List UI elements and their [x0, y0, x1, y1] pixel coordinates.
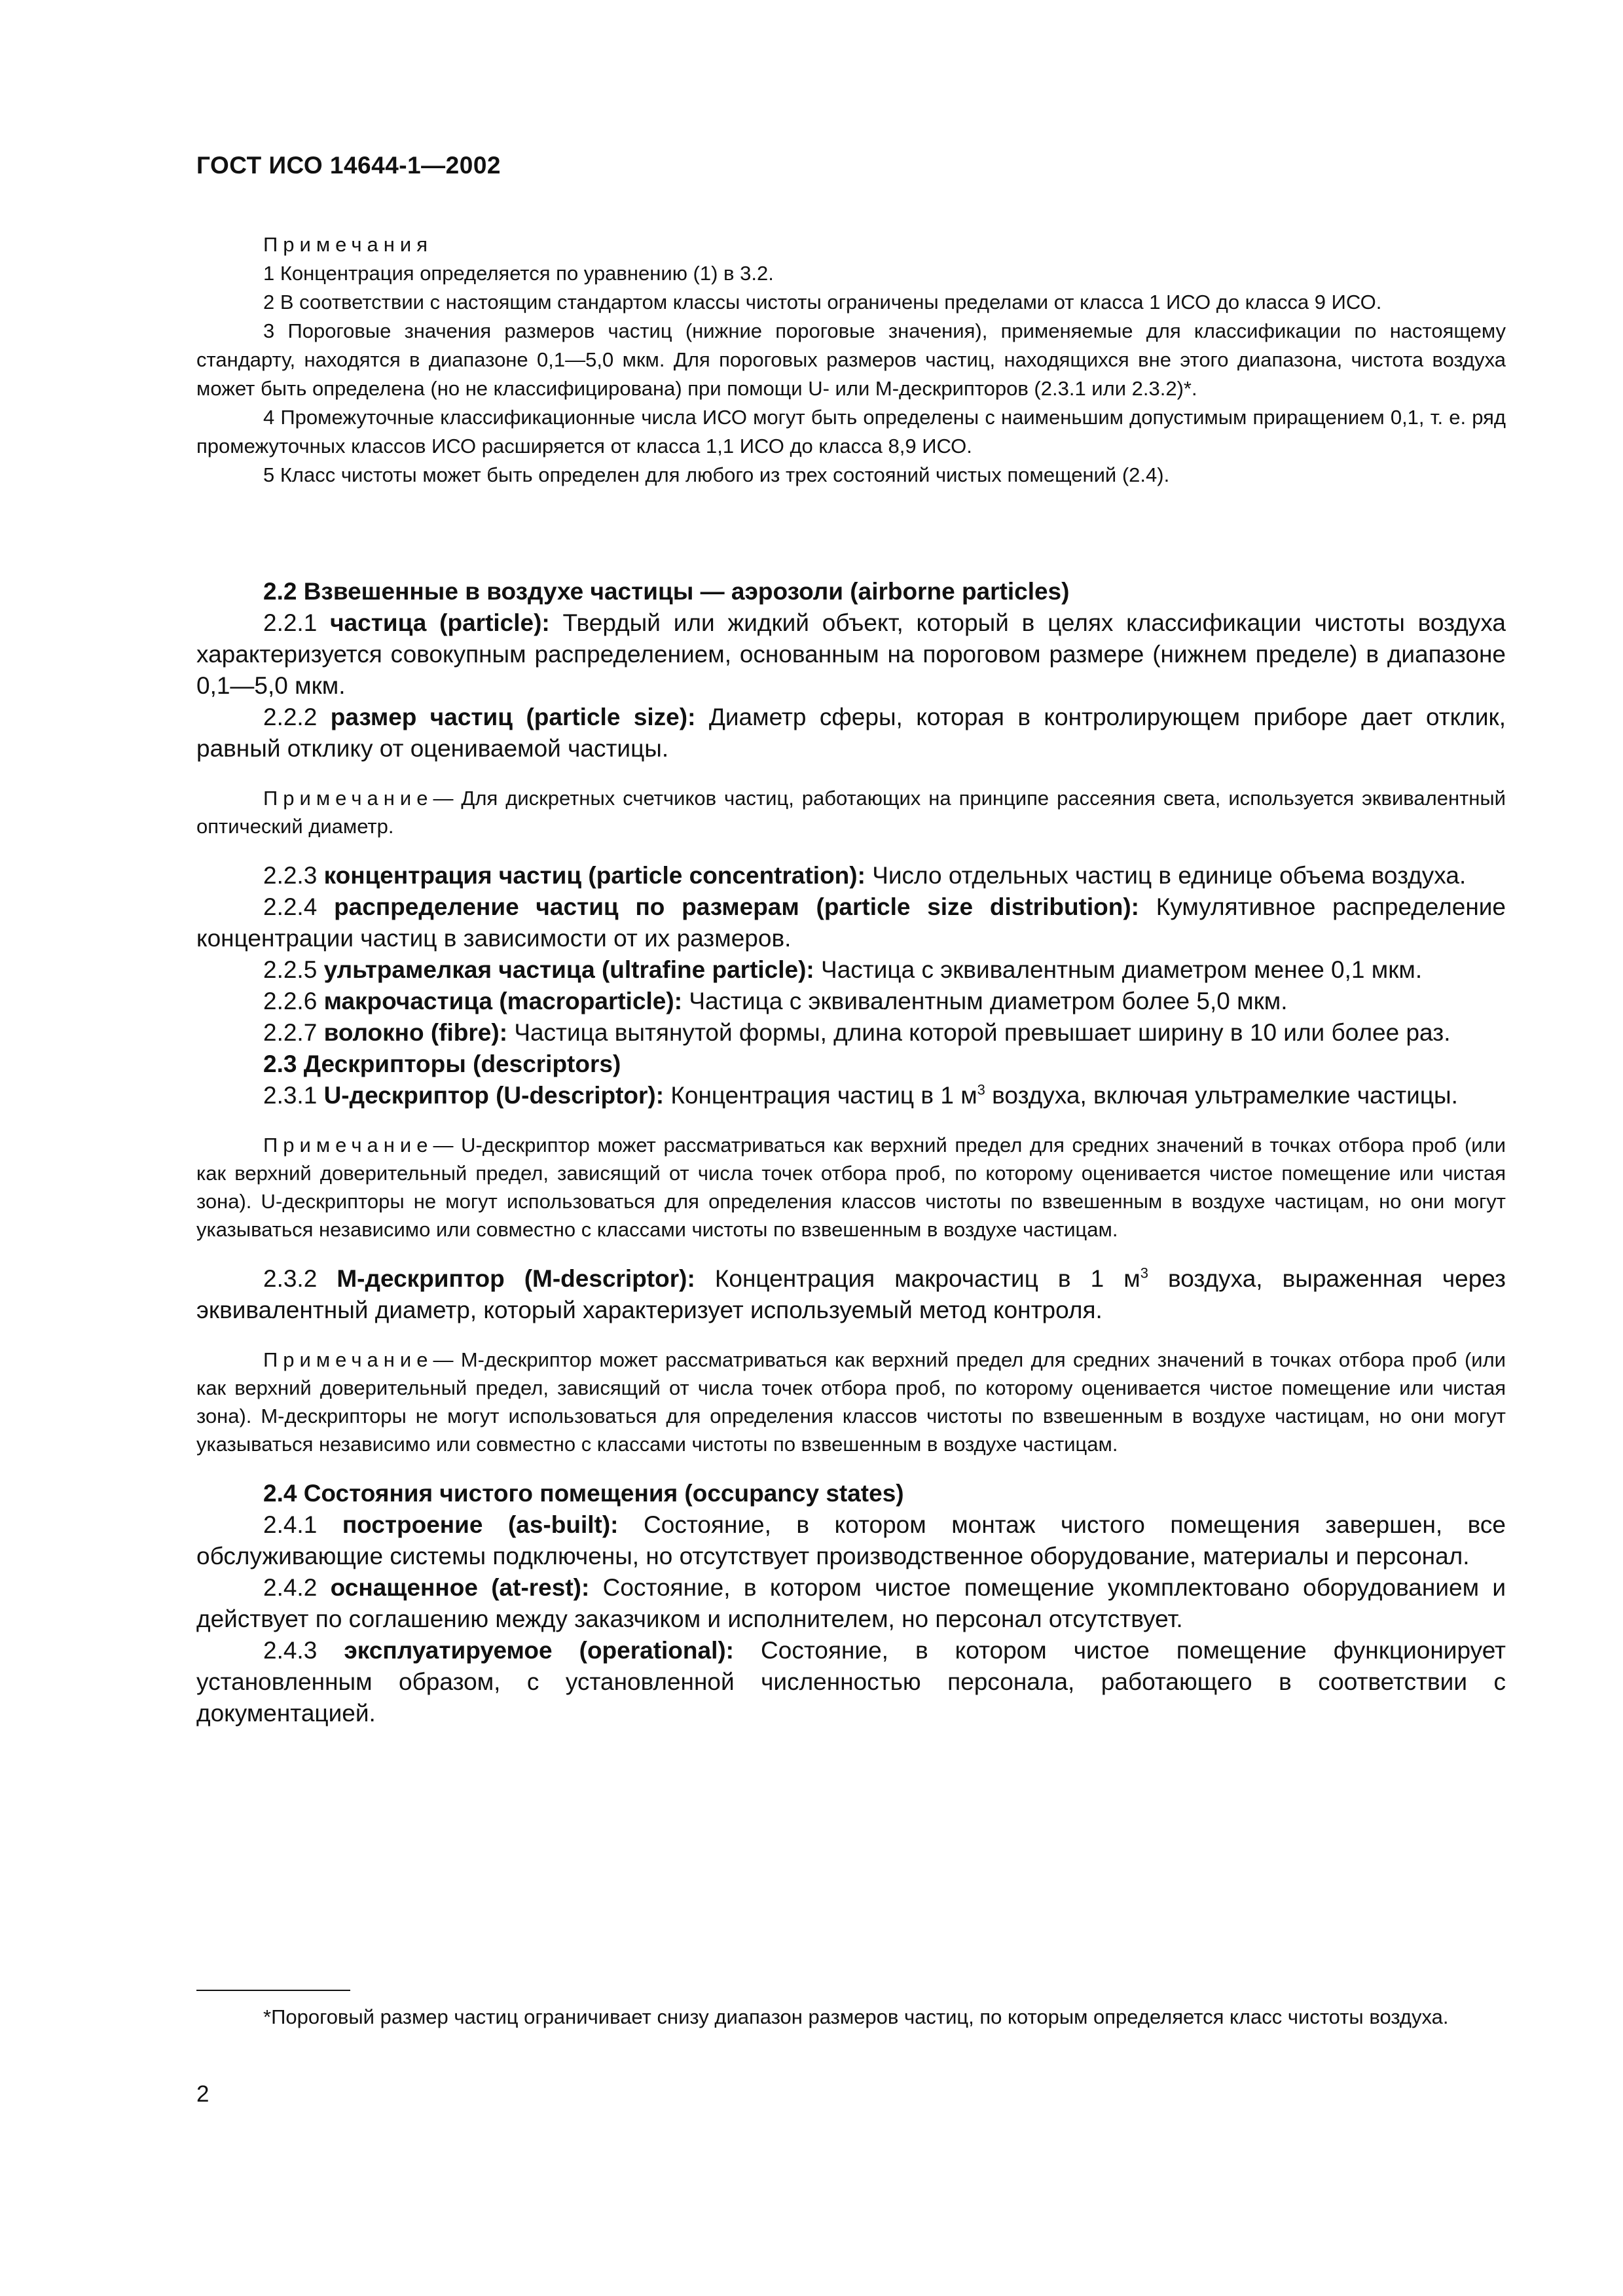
definition-term: размер частиц (particle size):	[330, 704, 696, 730]
definition-paragraph: 2.2.3 концентрация частиц (particle concentration): Число отдельных частиц в единице объема воздуха.	[263, 862, 1467, 889]
notes-block	[196, 230, 1506, 490]
definition-term: M-дескриптор (M-descriptor):	[337, 1265, 695, 1292]
definition-paragraph: 2.2.2 размер частиц (particle size): Диаметр сферы, которая в контролирующем приборе дает отклик, равный отклику от оцениваемой частицы.	[196, 704, 1506, 762]
note-paragraph: Примечание— M-дескриптор может рассматриваться как верхний предел для средних значений в точках отбора проб (или как верхний доверительный предел, зависящий от числа точек отбора проб, по которому оценивается чистое помещение или чистая зона). M-дескрипторы не могут использоваться для определения классов чистоты по взвешенным в воздухе частицам, но они могут указываться независимо или совместно с классами чистоты по взвешенным в воздухе частицам.	[196, 1348, 1506, 1456]
note-item: 3 Пороговые значения размеров частиц (нижние пороговые значения), применяемые для классификации по настоящему стандарту, находятся в диапазоне 0,1—5,0 мкм. Для пороговых размеров частиц, находящихся вне этого диапазона, чистота воздуха может быть определена (но не классифицирована) при помощи U- или M-дескрипторов (2.3.1 или 2.3.2)*.	[196, 319, 1506, 400]
document-page	[196, 0, 1506, 2296]
definition-term: ультрамелкая частица (ultrafine particle):	[323, 956, 814, 983]
section-heading: 2.2 Взвешенные в воздухе частицы — аэрозоли (airborne particles)	[263, 578, 1070, 605]
definition-paragraph: 2.2.4 распределение частиц по размерам (particle size distribution): Кумулятивное распределение концентрации частиц в зависимости от их размеров.	[196, 893, 1506, 952]
definition-paragraph: 2.4.3 эксплуатируемое (operational): Состояние, в котором чистое помещение функционирует установленным образом, с установленной численностью персонала, работающего в соответствии с документацией.	[196, 1637, 1506, 1727]
definition-term: оснащенное (at-rest):	[330, 1574, 590, 1601]
definition-paragraph: 2.3.1 U-дескриптор (U-descriptor): Концентрация частиц в 1 $м^3$ воздуха, включая ультрамелкие частицы.	[263, 1081, 1458, 1109]
page-number: 2	[196, 2081, 210, 2107]
standard-code: ГОСТ ИСО 14644-1—2002	[196, 152, 501, 179]
definition-term: макрочастица (macroparticle):	[323, 988, 683, 1014]
definition-term: частица (particle):	[330, 609, 550, 636]
main-text	[196, 576, 1506, 1729]
definition-paragraph: 2.2.1 частица (particle): Твердый или жидкий объект, который в целях классификации чистоты воздуха характеризуется совокупным распределением, основанным на пороговом размере (нижнем пределе) в диапазоне 0,1—5,0 мкм.	[196, 609, 1506, 699]
notes-title: Примечания	[263, 233, 433, 256]
definition-paragraph: 2.3.2 M-дескриптор (M-descriptor): Концентрация макрочастиц в 1 $м^3$ воздуха, выраженная через эквивалентный диаметр, который характеризует используемый метод контроля.	[196, 1265, 1506, 1323]
footnote: *Пороговый размер частиц ограничивает снизу диапазон размеров частиц, по которым определяется класс чистоты воздуха.	[263, 2005, 1449, 2028]
definition-term: U-дескриптор (U-descriptor):	[323, 1082, 665, 1109]
definition-paragraph: 2.4.1 построение (as-built): Состояние, в котором монтаж чистого помещения завершен, все обслуживающие системы подключены, но отсутствует производственное оборудование, материалы и персонал.	[196, 1511, 1506, 1570]
note-item: 2 В соответствии с настоящим стандартом классы чистоты ограничены пределами от класса 1 ИСО до класса 9 ИСО.	[263, 291, 1382, 314]
definition-term: построение (as-built):	[342, 1511, 619, 1538]
definition-paragraph: 2.4.2 оснащенное (at-rest): Состояние, в котором чистое помещение укомплектовано оборудованием и действует по соглашению между заказчиком и исполнителем, но персонал отсутствует.	[196, 1574, 1506, 1632]
note-item: 4 Промежуточные классификационные числа ИСО могут быть определены с наименьшим допустимым приращением 0,1, т. е. ряд промежуточных классов ИСО расширяется от класса 1,1 ИСО до класса 8,9 ИСО.	[196, 406, 1506, 457]
definition-paragraph: 2.2.6 макрочастица (macroparticle): Частица с эквивалентным диаметром более 5,0 мкм.	[263, 988, 1288, 1014]
note-item: 5 Класс чистоты может быть определен для любого из трех состояний чистых помещений (2.4).	[263, 463, 1170, 486]
note-paragraph: Примечание— U-дескриптор может рассматриваться как верхний предел для средних значений в точках отбора проб (или как верхний доверительный предел, зависящий от числа точек отбора проб, по которому оценивается чистое помещение или чистая зона). U-дескрипторы не могут использоваться для определения классов чистоты по взвешенным в воздухе частицам, но они могут указываться независимо или совместно с классами чистоты по взвешенным в воздухе частицам.	[196, 1134, 1506, 1241]
note-item: 1 Концентрация определяется по уравнению (1) в 3.2.	[263, 262, 774, 285]
footnote-separator	[196, 1990, 350, 1991]
definition-paragraph: 2.2.5 ультрамелкая частица (ultrafine particle): Частица с эквивалентным диаметром менее 0,1 мкм.	[263, 956, 1423, 983]
section-heading: 2.3 Дескрипторы (descriptors)	[263, 1050, 621, 1077]
definition-term: эксплуатируемое (operational):	[344, 1637, 735, 1664]
definition-term: концентрация частиц (particle concentration):	[323, 862, 866, 889]
definition-paragraph: 2.2.7 волокно (fibre): Частица вытянутой формы, длина которой превышает ширину в 10 или более раз.	[263, 1019, 1451, 1046]
definition-term: волокно (fibre):	[323, 1019, 508, 1046]
definition-term: распределение частиц по размерам (particle size distribution):	[334, 893, 1139, 920]
section-heading: 2.4 Состояния чистого помещения (occupancy states)	[263, 1480, 904, 1507]
note-paragraph: Примечание— Для дискретных счетчиков частиц, работающих на принципе рассеяния света, используется эквивалентный оптический диаметр.	[196, 787, 1506, 838]
